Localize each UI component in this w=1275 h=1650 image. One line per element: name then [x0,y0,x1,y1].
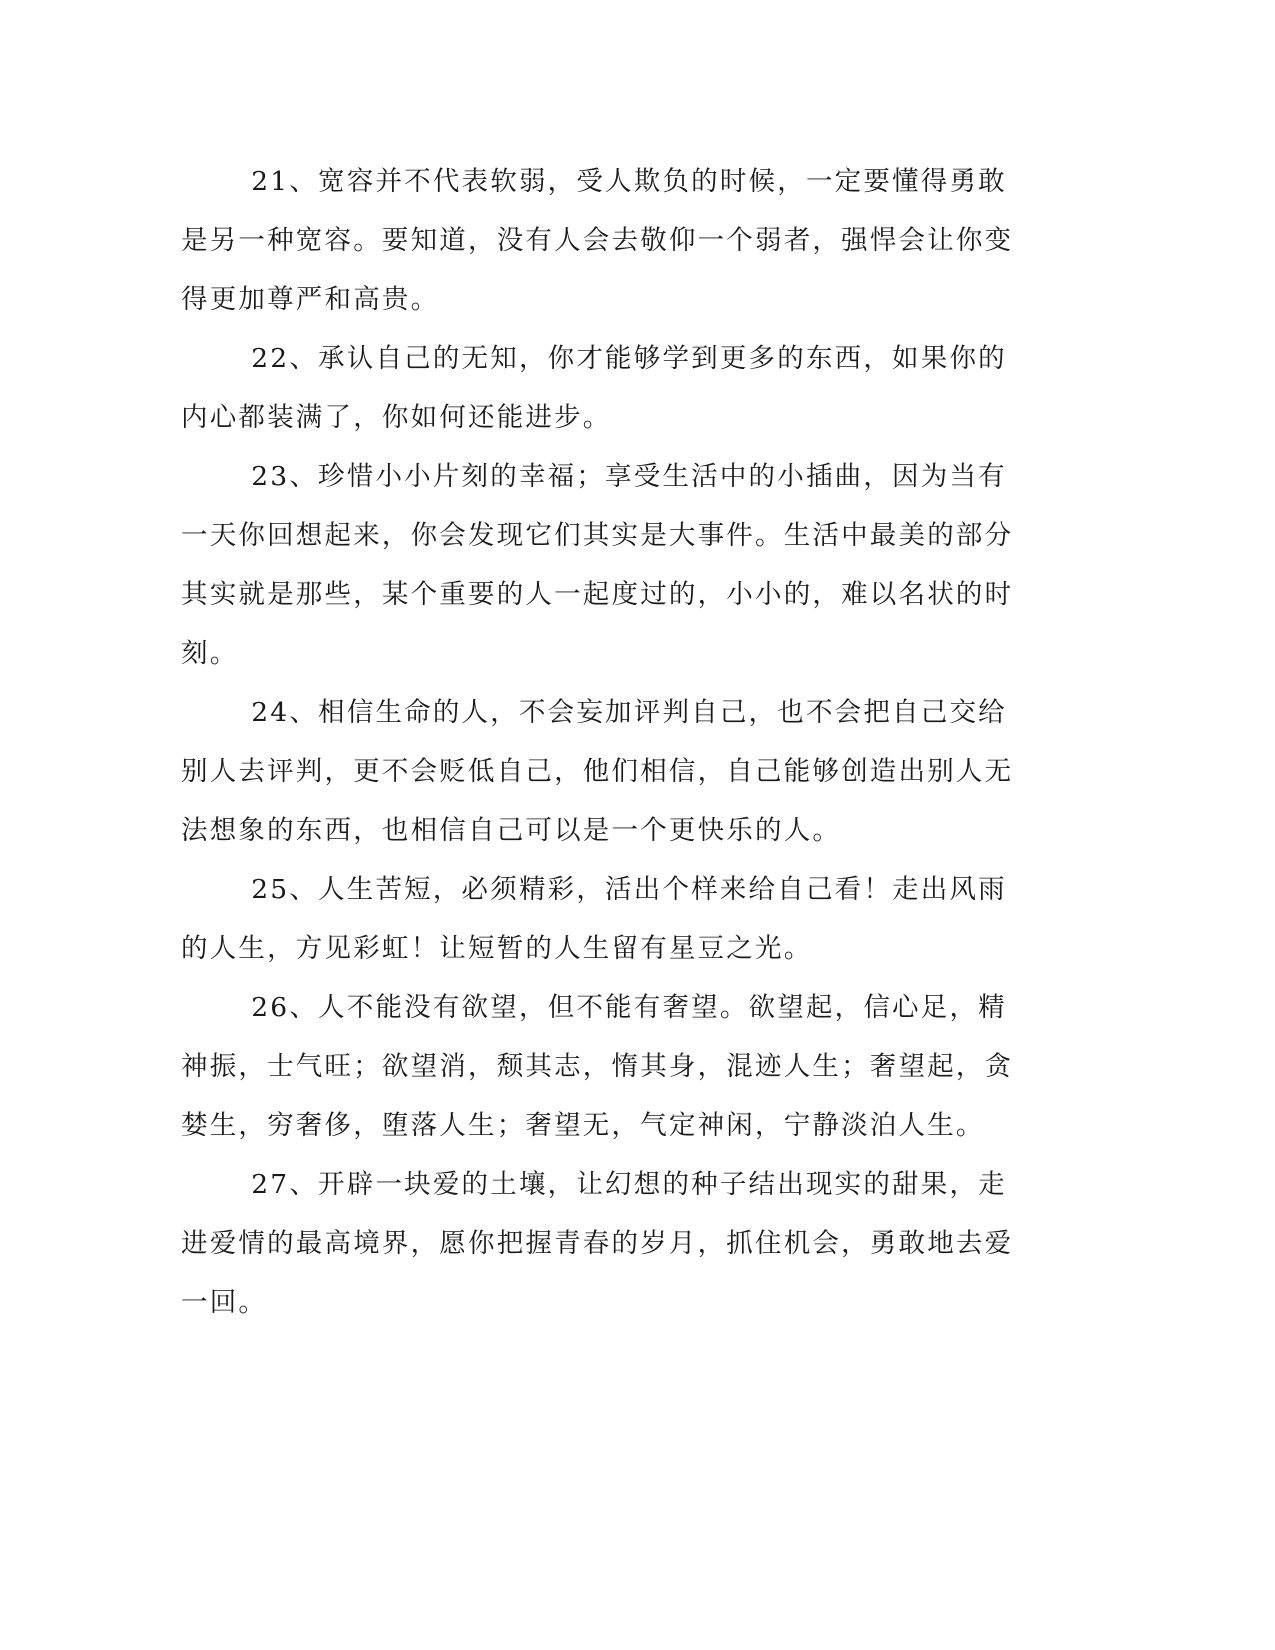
paragraph-24: 24、相信生命的人，不会妄加评判自己，也不会把自己交给别人去评判，更不会贬低自己，他们相信，自己能够创造出别人无法想象的东西，也相信自己可以是一个更快乐的人。 [181,697,1014,846]
document-body [181,152,1031,1332]
paragraph-27: 27、开辟一块爱的土壤，让幻想的种子结出现实的甜果，走进爱情的最高境界，愿你把握青春的岁月，抓住机会，勇敢地去爱一回。 [181,1169,1014,1318]
paragraph-26: 26、人不能没有欲望，但不能有奢望。欲望起，信心足，精神振，士气旺；欲望消，颓其志，惰其身，混迹人生；奢望起，贪婪生，穷奢侈，堕落人生；奢望无，气定神闲，宁静淡泊人生。 [181,992,1014,1141]
paragraph-21: 21、宽容并不代表软弱，受人欺负的时候，一定要懂得勇敢是另一种宽容。要知道，没有人会去敬仰一个弱者，强悍会让你变得更加尊严和高贵。 [181,166,1014,315]
paragraph-25: 25、人生苦短，必须精彩，活出个样来给自己看！走出风雨的人生，方见彩虹！让短暂的人生留有星豆之光。 [181,874,1007,964]
paragraph-22: 22、承认自己的无知，你才能够学到更多的东西，如果你的内心都装满了，你如何还能进步。 [181,343,1007,433]
paragraph-23: 23、珍惜小小片刻的幸福；享受生活中的小插曲，因为当有一天你回想起来，你会发现它们其实是大事件。生活中最美的部分其实就是那些，某个重要的人一起度过的，小小的，难以名状的时刻。 [181,461,1014,669]
